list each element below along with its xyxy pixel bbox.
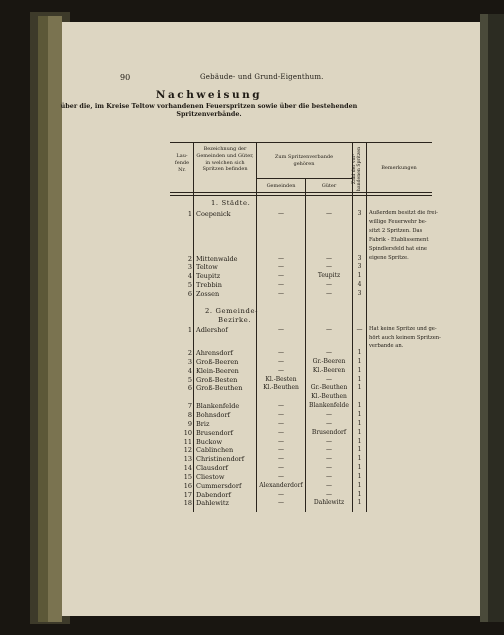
header-zahl: Zahl der vor- handenen Spritzen: [352, 146, 362, 192]
row-zahl: 1: [357, 499, 362, 507]
row-name: Briz: [196, 419, 210, 428]
row-gemeinden: —: [278, 366, 284, 374]
row-number: 18: [183, 499, 192, 508]
row-zahl: 1: [357, 455, 362, 463]
row-zahl: 1: [357, 472, 362, 480]
row-gemeinden: —: [278, 455, 284, 463]
row-zahl: 1: [357, 437, 362, 445]
header-gemeinden: Gemeinden: [266, 183, 296, 189]
row-name: Cummersdorf: [196, 481, 242, 490]
header-verband: Zum Spritzenverbande gehören: [274, 154, 334, 167]
section-gemeinde-line-1: 2. Gemeinde-: [205, 307, 258, 315]
row-number: 10: [183, 428, 192, 437]
row-gueter: —: [326, 490, 332, 498]
row-gemeinden: —: [278, 446, 284, 454]
note-line: willige Feuerwehr be-: [369, 219, 427, 225]
row-name: Cablinchen: [196, 446, 234, 455]
row-number: 2: [187, 255, 192, 263]
row-name: Adlershof: [196, 326, 228, 334]
row-zahl: 1: [357, 428, 362, 436]
section-gemeinde-line-2: Bezirke.: [218, 316, 252, 324]
subtitle-line-1: über die, im Kreise Teltow vorhandenen Feuerspritzen sowie über die bestehenden: [60, 102, 358, 110]
row-gemeinden: —: [278, 281, 284, 288]
row-name: Dahlewitz: [196, 499, 229, 508]
row-zahl: 1: [357, 419, 362, 427]
note-line: Fabrik - Etablissement: [369, 237, 429, 243]
row-name: Trebbin: [196, 281, 222, 289]
row-number: 3: [187, 357, 192, 366]
row-number: 6: [187, 384, 192, 393]
row-name: Groß-Besten: [196, 375, 238, 384]
row-name: Teupitz: [196, 272, 221, 280]
row-gemeinden: —: [278, 349, 284, 356]
row-zahl: 1: [357, 375, 362, 383]
row-gemeinden: —: [278, 210, 284, 217]
row-number: 17: [183, 490, 192, 499]
row-gueter: —: [326, 481, 332, 489]
header-name: Bezeichnung der Gemeinden und Güter, in welchen sich Spritzen befinden: [196, 146, 254, 173]
row-gemeinden: —: [278, 472, 284, 480]
row-zahl: 1: [357, 366, 362, 374]
row-gemeinden: —: [278, 263, 284, 270]
row-gemeinden: —: [278, 357, 284, 365]
row-gueter: Brusendorf: [311, 428, 347, 436]
row-number: 5: [187, 375, 192, 384]
row-name: Zossen: [196, 290, 220, 298]
row-gueter: —: [326, 281, 332, 288]
row-gueter: —: [326, 349, 332, 356]
row-gueter: —: [326, 437, 332, 445]
row-gemeinden: Kl.-Beuthen: [263, 384, 299, 392]
row-zahl: 4: [357, 281, 362, 288]
row-gemeinden: —: [278, 499, 284, 507]
row-number: 7: [187, 402, 192, 411]
row-number: 1: [187, 326, 192, 334]
row-gemeinden: —: [278, 490, 284, 498]
row-gemeinden: —: [278, 437, 284, 445]
row-gemeinden: —: [278, 464, 284, 472]
row-gemeinden: —: [278, 419, 284, 427]
note-line: Hat keine Spritze und ge-: [369, 326, 437, 332]
row-number: 8: [187, 410, 192, 419]
note-line: Spindlersfeld hat eine: [369, 246, 427, 252]
row-zahl: 3: [357, 210, 362, 217]
row-gueter: —: [326, 290, 332, 297]
row-name: Cliestow: [196, 472, 225, 481]
row-name: Ahrensdorf: [196, 349, 233, 357]
row-zahl: 1: [357, 272, 362, 279]
row-name: Buckow: [196, 437, 223, 446]
row-number: 4: [187, 272, 192, 280]
row-number: 5: [187, 281, 192, 289]
row-gueter: Gr.-Beuthen: [310, 384, 348, 392]
row-name: Clausdorf: [196, 464, 229, 473]
row-gueter: —: [326, 263, 332, 270]
running-head: Gebäude- und Grund-Eigenthum.: [200, 73, 324, 81]
row-name: Blankenfelde: [196, 402, 240, 411]
row-gueter: Kl.-Beuthen: [311, 393, 347, 401]
note-line: sitzt 2 Spritzen. Das: [369, 228, 423, 234]
row-gueter: Teupitz: [317, 272, 341, 279]
row-name: Teltow: [196, 263, 218, 271]
section-staedte: 1. Städte.: [211, 199, 251, 207]
row-number: 12: [183, 446, 192, 455]
row-number: 4: [187, 366, 192, 375]
row-gemeinden: —: [278, 410, 284, 418]
row-name: Groß-Beeren: [196, 357, 239, 366]
row-zahl: 1: [357, 410, 362, 418]
note-line: verbande an.: [369, 343, 404, 349]
row-gemeinden: —: [278, 290, 284, 297]
row-number: 16: [183, 481, 192, 490]
page-title: Nachweisung: [155, 89, 263, 101]
row-gemeinden: Alexanderdorf: [259, 481, 303, 489]
row-number: 14: [183, 464, 192, 473]
header-bemerkungen: Bemerkungen: [381, 165, 417, 171]
row-gueter: —: [326, 375, 332, 383]
row-zahl: 1: [357, 384, 362, 392]
row-gueter: —: [326, 472, 332, 480]
row-name: Klein-Beeren: [196, 366, 239, 375]
row-gueter: —: [326, 210, 332, 217]
header-lfd: Lau- fende Nr.: [174, 153, 190, 173]
row-gemeinden: —: [278, 326, 284, 333]
row-name: Bohnsdorf: [196, 410, 230, 419]
row-gemeinden: Kl.-Besten: [265, 375, 297, 383]
row-zahl: 1: [357, 490, 362, 498]
row-number: 2: [187, 349, 192, 357]
row-name: Mittenwalde: [196, 255, 238, 263]
row-gemeinden: —: [278, 402, 284, 410]
row-gueter: Kl.-Beeren: [312, 366, 346, 374]
row-gemeinden: —: [278, 428, 284, 436]
row-gueter: —: [326, 446, 332, 454]
row-gemeinden: —: [278, 272, 284, 279]
row-zahl: 3: [357, 263, 362, 270]
row-number: 1: [187, 210, 192, 218]
header-gueter: Güter: [321, 183, 337, 189]
note-line: eigene Spritze.: [369, 255, 409, 261]
page-number: 90: [120, 73, 131, 82]
row-zahl: 1: [357, 446, 362, 454]
row-name: Christinendorf: [196, 455, 245, 464]
row-number: 15: [183, 472, 192, 481]
row-zahl: 1: [357, 464, 362, 472]
row-zahl: 3: [357, 255, 362, 262]
row-gueter: —: [326, 410, 332, 418]
row-zahl: 1: [357, 481, 362, 489]
row-gueter: —: [326, 326, 332, 333]
row-zahl: 1: [357, 349, 362, 356]
row-number: 9: [187, 419, 192, 428]
note-line: hört auch keinem Spritzen-: [369, 334, 441, 341]
row-number: 13: [183, 455, 192, 464]
row-name: Groß-Beuthen: [196, 384, 243, 393]
row-zahl: —: [356, 326, 363, 333]
row-zahl: 1: [357, 402, 362, 410]
row-gueter: Dahlewitz: [313, 499, 345, 507]
row-gueter: —: [326, 255, 332, 262]
row-gueter: —: [326, 455, 332, 463]
row-gueter: —: [326, 419, 332, 427]
subtitle-line-2: Spritzenverbände.: [176, 110, 242, 118]
note-line: Außerdem besitzt die frei-: [369, 210, 438, 216]
row-number: 11: [183, 437, 192, 446]
row-number: 3: [187, 263, 192, 271]
row-name: Dabendorf: [196, 490, 231, 499]
row-name: Coepenick: [196, 210, 231, 218]
row-gueter: Gr.-Beeren: [312, 357, 346, 365]
row-gueter: Blankenfelde: [309, 402, 349, 410]
row-gueter: —: [326, 464, 332, 472]
row-zahl: 3: [357, 290, 362, 297]
row-zahl: 1: [357, 357, 362, 365]
row-name: Brusendorf: [196, 428, 234, 437]
row-number: 6: [187, 290, 192, 298]
row-gemeinden: —: [278, 255, 284, 262]
